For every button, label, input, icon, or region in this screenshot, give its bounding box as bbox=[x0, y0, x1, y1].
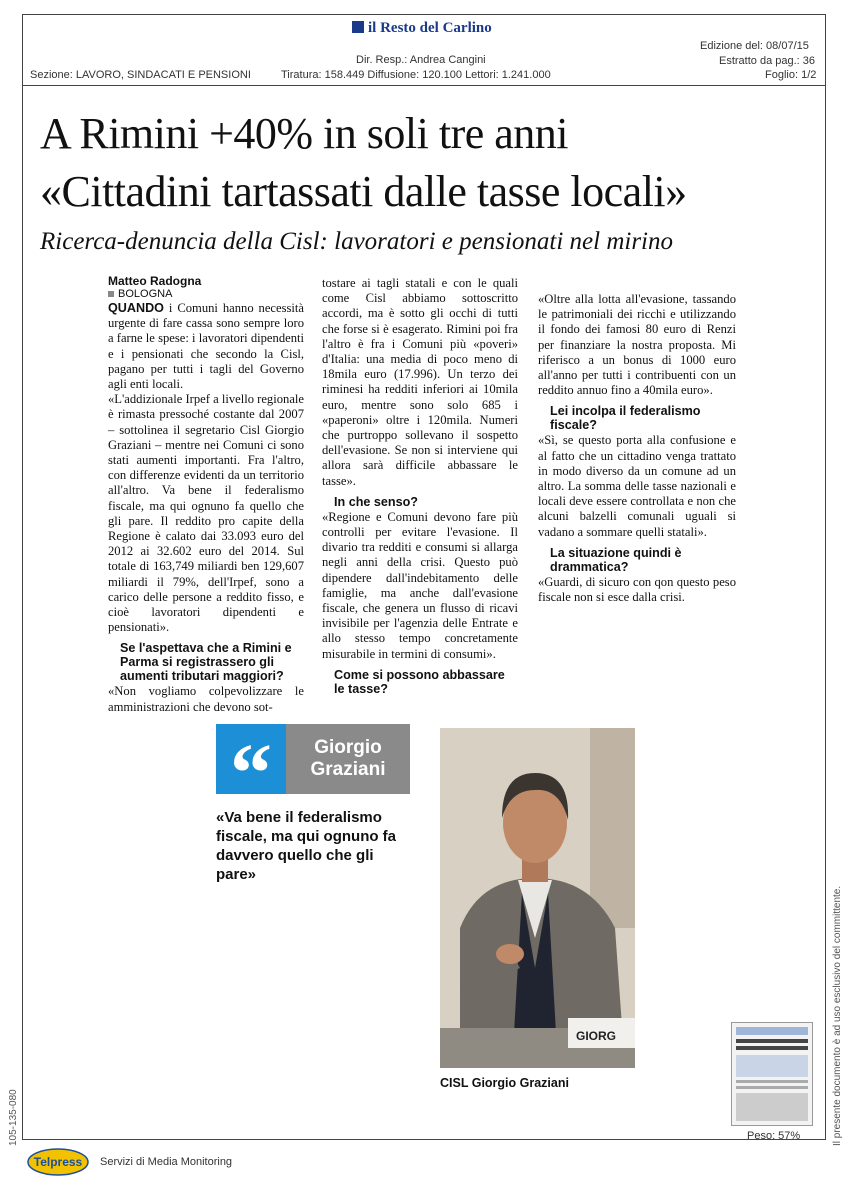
interview-question: La situazione quindi è drammatica? bbox=[550, 545, 682, 574]
interview-question: Come si possono abbassare le tasse? bbox=[334, 667, 505, 696]
footer-service: Servizi di Media Monitoring bbox=[100, 1156, 233, 1168]
photo-caption: CISL Giorgio Graziani bbox=[440, 1076, 569, 1090]
paragraph: «Oltre alla lotta all'evasione, tassando le patrimoniali dei ricchi e utilizzando il fondo dei famosi 80 euro di Renzi per finanziare la nostra proposta. Mi riferisco a un bonus di 1000 euro all'anno per tutti i contribuenti con un reddito annuo fino a 40mila euro». bbox=[538, 292, 736, 398]
telpress-logo bbox=[26, 1146, 90, 1176]
nameplate-text: GIORG bbox=[576, 1029, 617, 1043]
sheet-number: Foglio: 1/2 bbox=[765, 69, 817, 81]
circulation-line: Tiratura: 158.449 Diffusione: 120.100 Lettori: 1.241.000 bbox=[281, 69, 551, 81]
quote-mark-icon: “ bbox=[216, 724, 286, 794]
interview-question: Se l'aspettava che a Rimini e Parma si registrassero gli aumenti tributari maggiori? bbox=[120, 641, 292, 684]
interview-question: In che senso? bbox=[334, 494, 418, 509]
pull-quote-header bbox=[216, 724, 410, 820]
dateline: BOLOGNA bbox=[108, 288, 304, 301]
telpress-logo-text: Telpress bbox=[33, 1155, 83, 1169]
paragraph: «Non vogliamo colpevolizzare le amministrazioni che devono sot- bbox=[108, 684, 304, 714]
article-column-2 bbox=[322, 276, 518, 697]
portrait-illustration bbox=[440, 728, 635, 1068]
masthead-logo-icon bbox=[352, 21, 364, 33]
page-thumbnail bbox=[731, 1022, 813, 1126]
byline-author: Matteo Radogna bbox=[108, 274, 202, 288]
lead-word: QUANDO bbox=[108, 301, 164, 315]
paragraph: tostare ai tagli statali e con le quali come Cisl abbiamo sottoscritto accordi, ma è sotto gli occhi di tutti che forse si è esagerato. Rimini poi fra l'altro è fra i Comuni più «poveri» d'Italia: una media di poco meno di 18mila euro (17.996). Un terzo dei riminesi ha redditi inferiori ai 10mila euro, mentre sono solo 685 i «paperoni» oltre i 120mila. Numeri che purtroppo sollevano il sospetto dell'evasione. Se non si interviene qui allora sarà difficile abbassare le tasse». bbox=[322, 276, 518, 488]
dateline-square-icon bbox=[108, 291, 114, 297]
subheadline: Ricerca-denuncia della Cisl: lavoratori e pensionati nel mirino bbox=[40, 228, 673, 255]
section-line: Sezione: LAVORO, SINDACATI E PENSIONI bbox=[30, 69, 251, 81]
paragraph: «Sì, se questo porta alla confusione e al fatto che un cittadino venga trattato in modo diverso da un comune ad un altro. La somma delle tasse nazionali e locali deve essere controllata e non che alcuni balzelli comunali uguali si vadano a sommare quelli statali». bbox=[538, 433, 736, 539]
pull-quote-text: «Va bene il federalismo fiscale, ma qui ognuno fa davvero quello che gli pare» bbox=[216, 809, 397, 883]
edition-date: Edizione del: 08/07/15 bbox=[700, 40, 809, 52]
header-divider bbox=[22, 85, 826, 86]
director-line: Dir. Resp.: Andrea Cangini bbox=[356, 54, 486, 66]
paragraph: «Regione e Comuni devono fare più controlli per evitare l'evasione. Il divario tra redditi e consumi si allarga negli anni della crisi. Questo può dipendere dall'indebitamento delle famiglie, ma anche dall'evasione fiscale, che genera un flusso di ricavi invisibile per l'agenzia delle Entrate e allo stesso tempo concretamente misurabile in termini di consumi». bbox=[322, 509, 518, 661]
weight-label: Peso: 57% bbox=[747, 1130, 801, 1142]
paragraph: «L'addizionale Irpef a livello regionale è rimasta pressoché costante dal 2007 – sottolinea il segretario Cisl Giorgio Graziani – mentre nei Comuni ci sono stati aumenti importanti. Fra l'altro, con differenze evidenti da un territorio all'altro. Va bene il federalismo fiscale, ma qui ognuno fa quello che gli pare. Il reddito pro capite della Regione è calato dai 33.093 euro del 2012 ai 32.602 euro del 2014. Sul totale di 163,749 miliardi ben 129,607 miliardi il 79%, dell'Irpef, sono a carico delle persone a reddito fisso, e cioè lavoratori dipendenti e pensionati». bbox=[108, 392, 304, 635]
headline-line-2: «Cittadini tartassati dalle tasse locali» bbox=[40, 167, 687, 216]
pull-quote-name: Giorgio Graziani bbox=[286, 724, 410, 794]
headline-line-1: A Rimini +40% in soli tre anni bbox=[40, 109, 569, 158]
paragraph: «Guardi, di sicuro con qon questo peso fiscale non si esce dalla crisi. bbox=[538, 574, 736, 605]
interview-question: Lei incolpa il federalismo fiscale? bbox=[550, 404, 701, 433]
article-column-1 bbox=[108, 274, 304, 715]
document-code: 105-135-080 bbox=[8, 1089, 19, 1146]
article-column-3 bbox=[538, 292, 736, 605]
portrait-photo bbox=[440, 728, 635, 1068]
extract-page: Estratto da pag.: 36 bbox=[719, 55, 816, 67]
usage-notice: Il presente documento è ad uso esclusivo del committente. bbox=[832, 885, 843, 1146]
paragraph: QUANDO i Comuni hanno necessità urgente di fare cassa sono sempre loro a farne le spese: i lavoratori dipendenti e i pensionati che secondo la Cisl, pagano per tutti i tagli del Governo agli enti locali. bbox=[108, 301, 304, 392]
newspaper-masthead: il Resto del Carlino bbox=[352, 20, 492, 37]
